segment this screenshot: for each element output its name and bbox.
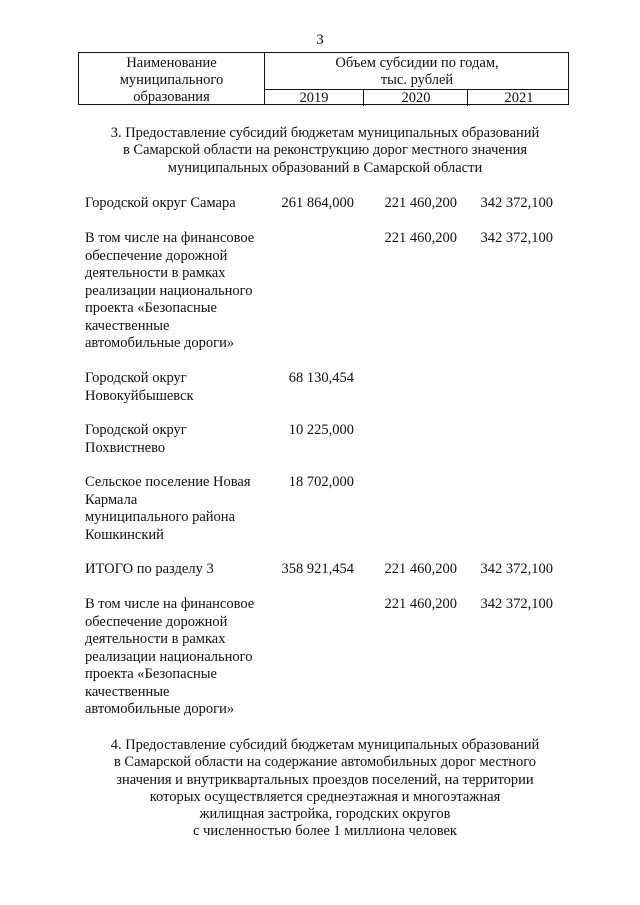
row-name-line: автомобильные дороги» — [85, 701, 235, 717]
row-name-line: проекта «Безопасные — [85, 666, 217, 682]
title-line: жилищная застройка, городских округов — [199, 806, 451, 823]
row-name — [85, 230, 270, 353]
row-name-line: Городской округ Самара — [85, 195, 236, 211]
header-line: тыс. рублей — [380, 72, 454, 88]
row-name-line: реализации национального — [85, 282, 253, 299]
row-name-line: деятельности в рамках — [85, 265, 226, 281]
row-name-line: Сельское поселение Новая — [85, 474, 251, 490]
row-name — [85, 422, 270, 457]
title-line: 3. Предоставление субсидий бюджетам муниципальных образований — [110, 125, 540, 141]
table-header — [78, 52, 569, 105]
value-2019: 261 864,000 — [281, 195, 354, 211]
value-2021: 342 372,100 — [480, 195, 553, 211]
row-name — [85, 596, 270, 719]
year-2020-header: 2020 — [363, 90, 468, 106]
value-2020: 221 460,200 — [384, 195, 457, 211]
value-2020: 221 460,200 — [384, 230, 457, 246]
year-header-row — [265, 89, 568, 106]
section-4-title — [70, 737, 580, 841]
page-number: 3 — [316, 32, 324, 48]
year-2021-header: 2021 — [467, 90, 570, 106]
row-name-line: В том числе на финансовое — [85, 596, 255, 612]
row-name-line: В том числе на финансовое — [85, 230, 255, 246]
value-2021: 342 372,100 — [480, 230, 553, 246]
row-name-line: качественные — [85, 317, 170, 334]
row-name-line: проекта «Безопасные — [85, 300, 217, 316]
row-name-line: Похвистнево — [85, 439, 166, 456]
subsidy-volume-column-header — [265, 55, 569, 89]
row-name — [85, 474, 270, 544]
row-name-line: Кошкинский — [85, 526, 164, 543]
row-name-line: ИТОГО по разделу 3 — [85, 561, 214, 577]
value-2019: 10 225,000 — [288, 422, 354, 438]
value-2019: 18 702,000 — [288, 474, 354, 490]
row-name-line: реализации национального — [85, 648, 253, 665]
row-name-line: Городской округ — [85, 422, 187, 438]
title-line: 4. Предоставление субсидий бюджетам муниципальных образований — [110, 737, 540, 753]
section-3-title — [70, 125, 580, 177]
row-name — [85, 370, 270, 405]
row-name — [85, 561, 270, 579]
title-line: с численностью более 1 миллиона человек — [193, 823, 457, 840]
title-line: в Самарской области на реконструкцию дорог местного значения — [122, 142, 528, 159]
municipality-column-header — [79, 55, 264, 106]
row-name-line: Новокуйбышевск — [85, 387, 194, 404]
value-2021: 342 372,100 — [480, 561, 553, 577]
value-2020: 221 460,200 — [384, 596, 457, 612]
header-line: муниципального — [119, 72, 224, 88]
row-name-line: Кармала — [85, 491, 138, 508]
row-name-line: муниципального района — [85, 509, 235, 525]
row-name-line: автомобильные дороги» — [85, 335, 235, 351]
value-2020: 221 460,200 — [384, 561, 457, 577]
header-line: Объем субсидии по годам, — [335, 55, 499, 71]
row-name-line: качественные — [85, 683, 170, 700]
value-2021: 342 372,100 — [480, 596, 553, 612]
row-name-line: Городской округ — [85, 370, 187, 386]
title-line: в Самарской области на содержание автомобильных дорог местного — [113, 754, 537, 771]
value-2019: 358 921,454 — [281, 561, 354, 577]
row-name-line: деятельности в рамках — [85, 631, 226, 647]
year-2019-header: 2019 — [299, 90, 329, 106]
row-name — [85, 195, 270, 213]
row-name-line: обеспечение дорожной — [85, 613, 228, 630]
header-line: Наименование — [126, 55, 217, 71]
title-line: значения и внутриквартальных проездов поселений, на территории — [116, 771, 534, 788]
title-line: которых осуществляется среднеэтажная и многоэтажная — [149, 788, 501, 805]
row-name-line: обеспечение дорожной — [85, 247, 228, 264]
title-line: муниципальных образований в Самарской области — [167, 159, 483, 176]
header-line: образования — [133, 89, 210, 105]
value-2019: 68 130,454 — [288, 370, 354, 386]
